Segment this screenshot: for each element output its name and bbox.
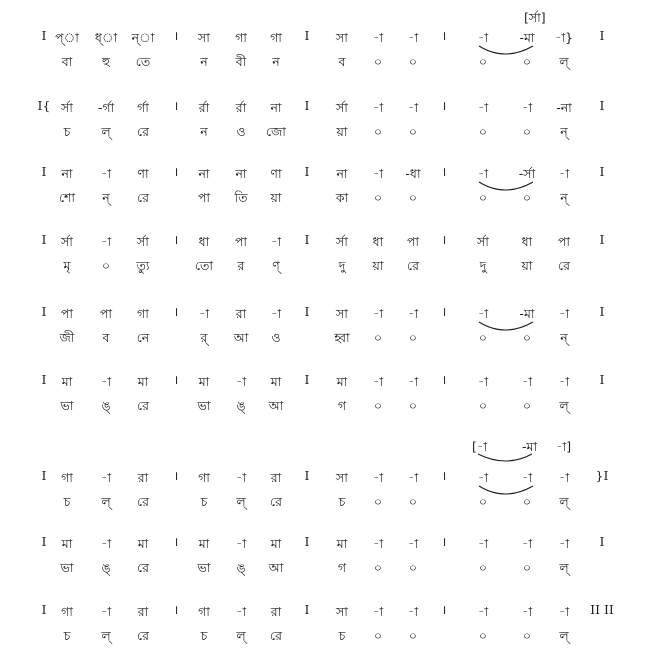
note-cell: সা	[336, 306, 348, 321]
note-cell: I{	[37, 98, 51, 113]
note-cell: -া	[477, 604, 489, 619]
note-cell: র্গা	[137, 100, 149, 115]
note-cell: -া	[558, 536, 570, 551]
lyric-cell: ০	[478, 628, 488, 643]
note-cell: মা	[198, 536, 210, 551]
note-cell: মা	[270, 374, 282, 389]
note-cell: -া	[558, 166, 570, 181]
note-cell: ধ্া	[94, 30, 118, 45]
lyric-cell: তে	[135, 54, 151, 69]
note-cell: রা	[137, 604, 149, 619]
note-cell: I	[599, 534, 605, 549]
note-cell: I	[41, 468, 47, 483]
note-cell: গা	[270, 30, 282, 45]
note-cell: পা	[557, 234, 571, 249]
lyric-cell: ০	[478, 54, 488, 69]
note-cell: প্া	[55, 30, 79, 45]
lyric-cell: হু	[102, 54, 110, 69]
lyric-cell: ০	[373, 398, 383, 413]
lyric-cell: আ	[268, 398, 284, 413]
note-cell: ।	[441, 164, 447, 179]
note-cell: র্সা	[61, 234, 73, 249]
alt-note-row1: [র্সা]	[524, 10, 546, 25]
lyric-cell: ল্	[559, 54, 569, 69]
lyric-cell: ০	[373, 124, 383, 139]
lyric-cell: গ	[337, 560, 347, 575]
alt-note-row7-open: [-া	[472, 439, 488, 454]
note-cell: ণা	[270, 166, 282, 181]
lyric-cell: রে	[137, 560, 149, 575]
lyric-cell: জী	[59, 330, 75, 345]
lyric-cell: চ	[338, 628, 346, 643]
lyric-cell: ব	[338, 54, 346, 69]
lyric-cell: আ	[268, 560, 284, 575]
note-cell: I	[304, 28, 310, 43]
note-cell: না	[270, 100, 282, 115]
note-cell: ।	[173, 98, 179, 113]
note-cell: -ধা	[405, 166, 421, 181]
lyric-cell: র্	[200, 330, 208, 345]
note-cell: }I	[595, 468, 609, 483]
note-cell: -া	[521, 536, 533, 551]
lyric-cell: রে	[137, 190, 149, 205]
note-cell: না	[336, 166, 348, 181]
lyric-cell: পা	[197, 190, 211, 205]
lyric-cell: চ	[200, 628, 208, 643]
lyric-cell: রে	[558, 258, 570, 273]
lyric-cell: ত্যু	[136, 258, 150, 273]
lyric-cell: ০	[478, 560, 488, 575]
note-cell: গা	[198, 470, 210, 485]
lyric-cell: রে	[137, 124, 149, 139]
lyric-cell: চ	[63, 124, 71, 139]
note-cell: I	[599, 98, 605, 113]
note-cell: I	[304, 602, 310, 617]
note-cell: -া	[558, 470, 570, 485]
slur-mark	[479, 182, 533, 190]
lyric-cell: চ	[63, 494, 71, 509]
note-cell: -র্গা	[97, 100, 115, 115]
lyric-cell: জো	[266, 124, 286, 139]
note-cell: ।	[441, 468, 447, 483]
note-cell: -া	[235, 536, 247, 551]
lyric-cell: ল্	[101, 628, 111, 643]
note-cell: -া	[477, 536, 489, 551]
lyric-cell: ০	[373, 628, 383, 643]
note-cell: -া	[407, 470, 419, 485]
note-cell: -া	[100, 536, 112, 551]
lyric-cell: ণ্	[272, 258, 280, 273]
note-cell: -া	[477, 470, 489, 485]
lyric-cell: ঙ্	[101, 560, 111, 575]
note-cell: -া	[235, 470, 247, 485]
note-cell: -া	[558, 306, 570, 321]
note-cell: -া	[372, 470, 384, 485]
note-cell: -া	[477, 374, 489, 389]
note-cell: ।	[173, 534, 179, 549]
note-cell: I	[599, 28, 605, 43]
lyric-cell: ০	[522, 54, 532, 69]
lyric-cell: ল্	[236, 494, 246, 509]
lyric-cell: ল্	[236, 628, 246, 643]
note-cell: ।	[173, 304, 179, 319]
lyric-cell: ও	[236, 124, 246, 139]
lyric-cell: ০	[408, 54, 418, 69]
alt-note-row7-mid: -মা	[522, 439, 538, 454]
note-cell: ।	[173, 232, 179, 247]
lyric-cell: ন্	[560, 330, 568, 345]
lyric-cell: ০	[522, 560, 532, 575]
note-cell: সা	[198, 30, 210, 45]
note-cell: -া	[521, 374, 533, 389]
note-cell: রা	[137, 470, 149, 485]
note-cell: I	[599, 232, 605, 247]
note-cell: -া	[477, 306, 489, 321]
note-cell: I	[41, 232, 47, 247]
lyric-cell: ০	[408, 190, 418, 205]
note-cell: মা	[61, 536, 73, 551]
lyric-cell: ০	[408, 124, 418, 139]
note-cell: -া	[100, 470, 112, 485]
lyric-cell: ০	[101, 258, 111, 273]
note-cell: পা	[99, 306, 113, 321]
lyric-cell: ০	[522, 398, 532, 413]
lyric-cell: শো	[58, 190, 76, 205]
note-cell: -া	[521, 100, 533, 115]
note-cell: ।	[441, 534, 447, 549]
note-cell: ন্া	[131, 30, 155, 45]
note-cell: ।	[173, 164, 179, 179]
lyric-cell: ন্	[102, 190, 110, 205]
note-cell: -া	[100, 234, 112, 249]
note-cell: মা	[336, 536, 348, 551]
note-cell: র্সা	[137, 234, 149, 249]
note-cell: -া	[372, 166, 384, 181]
note-cell: -া	[100, 374, 112, 389]
note-cell: না	[235, 166, 247, 181]
lyric-cell: তি	[234, 190, 248, 205]
lyric-cell: মৃ	[63, 258, 71, 273]
note-cell: -না	[556, 100, 572, 115]
note-cell: -া}	[554, 30, 574, 45]
lyric-cell: ঙ্	[101, 398, 111, 413]
lyric-cell: ০	[373, 560, 383, 575]
note-cell: -া	[100, 604, 112, 619]
note-cell: -া	[477, 30, 489, 45]
lyric-cell: বা	[61, 54, 73, 69]
note-cell: ।	[173, 602, 179, 617]
note-cell: I	[599, 304, 605, 319]
note-cell: -া	[407, 306, 419, 321]
lyric-cell: ন্	[560, 124, 568, 139]
lyric-cell: ০	[522, 494, 532, 509]
note-cell: I	[304, 164, 310, 179]
note-cell: I	[599, 372, 605, 387]
lyric-cell: য়া	[521, 258, 533, 273]
note-cell: মা	[270, 536, 282, 551]
lyric-cell: নে	[136, 330, 150, 345]
lyric-cell: ঙ্	[236, 398, 246, 413]
lyric-cell: ল্	[559, 560, 569, 575]
slur-mark	[478, 454, 532, 461]
lyric-cell: ল্	[101, 124, 111, 139]
lyric-cell: য়া	[336, 124, 348, 139]
note-cell: মা	[137, 374, 149, 389]
lyric-cell: ভা	[60, 560, 74, 575]
lyric-cell: বী	[235, 54, 247, 69]
note-cell: I	[304, 534, 310, 549]
note-cell: -া	[521, 470, 533, 485]
note-cell: I	[41, 602, 47, 617]
lyric-cell: ন	[272, 54, 280, 69]
note-cell: সা	[336, 30, 348, 45]
note-cell: ।	[173, 372, 179, 387]
note-cell: রা	[270, 470, 282, 485]
note-cell: পা	[60, 306, 74, 321]
note-cell: -া	[270, 234, 282, 249]
lyric-cell: ন	[200, 124, 208, 139]
lyric-cell: ও	[271, 330, 281, 345]
lyric-cell: ০	[373, 54, 383, 69]
note-cell: গা	[137, 306, 149, 321]
note-cell: গা	[198, 604, 210, 619]
note-cell: রা	[270, 604, 282, 619]
lyric-cell: ০	[522, 628, 532, 643]
lyric-cell: ০	[373, 330, 383, 345]
note-cell: I	[304, 98, 310, 113]
lyric-cell: তো	[194, 258, 214, 273]
note-cell: ণা	[137, 166, 149, 181]
note-cell: -া	[372, 374, 384, 389]
lyric-cell: গ	[337, 398, 347, 413]
note-cell: I	[304, 372, 310, 387]
slur-mark	[479, 46, 533, 54]
note-cell: -া	[235, 604, 247, 619]
lyric-cell: রে	[137, 398, 149, 413]
note-cell: -া	[372, 30, 384, 45]
lyric-cell: ন	[200, 54, 208, 69]
note-cell: র্সা	[336, 234, 348, 249]
lyric-cell: ০	[478, 398, 488, 413]
lyric-cell: দু	[338, 258, 346, 273]
note-cell: র্সা	[61, 100, 73, 115]
lyric-cell: হ্বা	[334, 330, 350, 345]
note-cell: -া	[372, 100, 384, 115]
note-cell: I	[41, 372, 47, 387]
lyric-cell: ০	[478, 330, 488, 345]
lyric-cell: চ	[200, 494, 208, 509]
note-cell: পা	[406, 234, 420, 249]
note-cell: ।	[441, 602, 447, 617]
note-cell: -া	[372, 604, 384, 619]
note-cell: I	[41, 28, 47, 43]
note-cell: ধা	[372, 234, 384, 249]
note-cell: না	[61, 166, 73, 181]
lyric-cell: ল্	[559, 494, 569, 509]
note-cell: ।	[441, 372, 447, 387]
lyric-cell: ব	[102, 330, 110, 345]
lyric-cell: ০	[373, 494, 383, 509]
note-cell: I	[304, 468, 310, 483]
note-cell: র্সা	[477, 234, 489, 249]
lyric-cell: র	[237, 258, 245, 273]
lyric-cell: ল্	[101, 494, 111, 509]
lyric-cell: ০	[373, 190, 383, 205]
lyric-cell: য়া	[270, 190, 282, 205]
lyric-cell: রে	[137, 628, 149, 643]
note-cell: -া	[372, 306, 384, 321]
note-cell: ধা	[198, 234, 210, 249]
lyric-cell: ০	[478, 494, 488, 509]
note-cell: -মা	[519, 306, 535, 321]
lyric-cell: ন্	[560, 190, 568, 205]
note-cell: -া	[372, 536, 384, 551]
slur-mark	[479, 486, 533, 494]
note-cell: -মা	[519, 30, 535, 45]
note-cell: -া	[558, 604, 570, 619]
note-cell: না	[198, 166, 210, 181]
lyric-cell: ল্	[559, 398, 569, 413]
note-cell: ।	[173, 28, 179, 43]
note-cell: -া	[558, 374, 570, 389]
note-cell: মা	[198, 374, 210, 389]
note-cell: -া	[407, 100, 419, 115]
lyric-cell: ০	[408, 398, 418, 413]
note-cell: I	[599, 164, 605, 179]
lyric-cell: রে	[137, 494, 149, 509]
lyric-cell: ভা	[60, 398, 74, 413]
note-cell: I	[304, 232, 310, 247]
note-cell: -া	[477, 166, 489, 181]
note-cell: ।	[441, 98, 447, 113]
note-cell: I	[41, 304, 47, 319]
lyric-cell: ০	[478, 124, 488, 139]
note-cell: -র্সা	[518, 166, 536, 181]
lyric-cell: য়া	[372, 258, 384, 273]
lyric-cell: ০	[408, 628, 418, 643]
note-cell: মা	[61, 374, 73, 389]
note-cell: -া	[235, 374, 247, 389]
note-cell: -া	[521, 604, 533, 619]
lyric-cell: ০	[522, 330, 532, 345]
note-cell: -া	[407, 536, 419, 551]
note-cell: গা	[61, 604, 73, 619]
lyric-cell: ঙ্	[236, 560, 246, 575]
note-cell: পা	[234, 234, 248, 249]
note-cell: ধা	[521, 234, 533, 249]
lyric-cell: ভা	[197, 398, 211, 413]
lyric-cell: আ	[233, 330, 249, 345]
note-cell: -া	[270, 306, 282, 321]
lyric-cell: কা	[335, 190, 349, 205]
lyric-cell: ০	[478, 190, 488, 205]
note-cell: -া	[198, 306, 210, 321]
lyric-cell: রে	[270, 628, 282, 643]
note-cell: -া	[100, 166, 112, 181]
note-cell: ।	[441, 232, 447, 247]
lyric-cell: ০	[408, 330, 418, 345]
note-cell: -া	[407, 374, 419, 389]
note-cell: ।	[173, 468, 179, 483]
note-cell: ।	[441, 28, 447, 43]
note-cell: -া	[407, 30, 419, 45]
note-cell: র্সা	[336, 100, 348, 115]
note-cell: গা	[235, 30, 247, 45]
lyric-cell: দু	[479, 258, 487, 273]
note-cell: I	[41, 534, 47, 549]
note-cell: র্রা	[235, 100, 247, 115]
note-cell: রা	[235, 306, 247, 321]
lyric-cell: ০	[522, 190, 532, 205]
note-cell: I	[304, 304, 310, 319]
note-cell: সা	[336, 604, 348, 619]
note-cell: গা	[61, 470, 73, 485]
note-cell: ।	[441, 304, 447, 319]
lyric-cell: ল্	[559, 628, 569, 643]
note-cell: II II	[590, 602, 614, 617]
lyric-cell: চ	[338, 494, 346, 509]
lyric-cell: রে	[407, 258, 419, 273]
lyric-cell: চ	[63, 628, 71, 643]
note-cell: I	[41, 164, 47, 179]
note-cell: র্রা	[198, 100, 210, 115]
lyric-cell: ভা	[197, 560, 211, 575]
lyric-cell: ০	[522, 124, 532, 139]
lyric-cell: ০	[408, 560, 418, 575]
note-cell: -া	[407, 604, 419, 619]
note-cell: মা	[137, 536, 149, 551]
alt-note-row7-close: -া]	[556, 439, 572, 454]
slur-mark	[479, 322, 533, 330]
lyric-cell: রে	[270, 494, 282, 509]
note-cell: সা	[336, 470, 348, 485]
note-cell: -া	[477, 100, 489, 115]
note-cell: মা	[336, 374, 348, 389]
lyric-cell: ০	[408, 494, 418, 509]
